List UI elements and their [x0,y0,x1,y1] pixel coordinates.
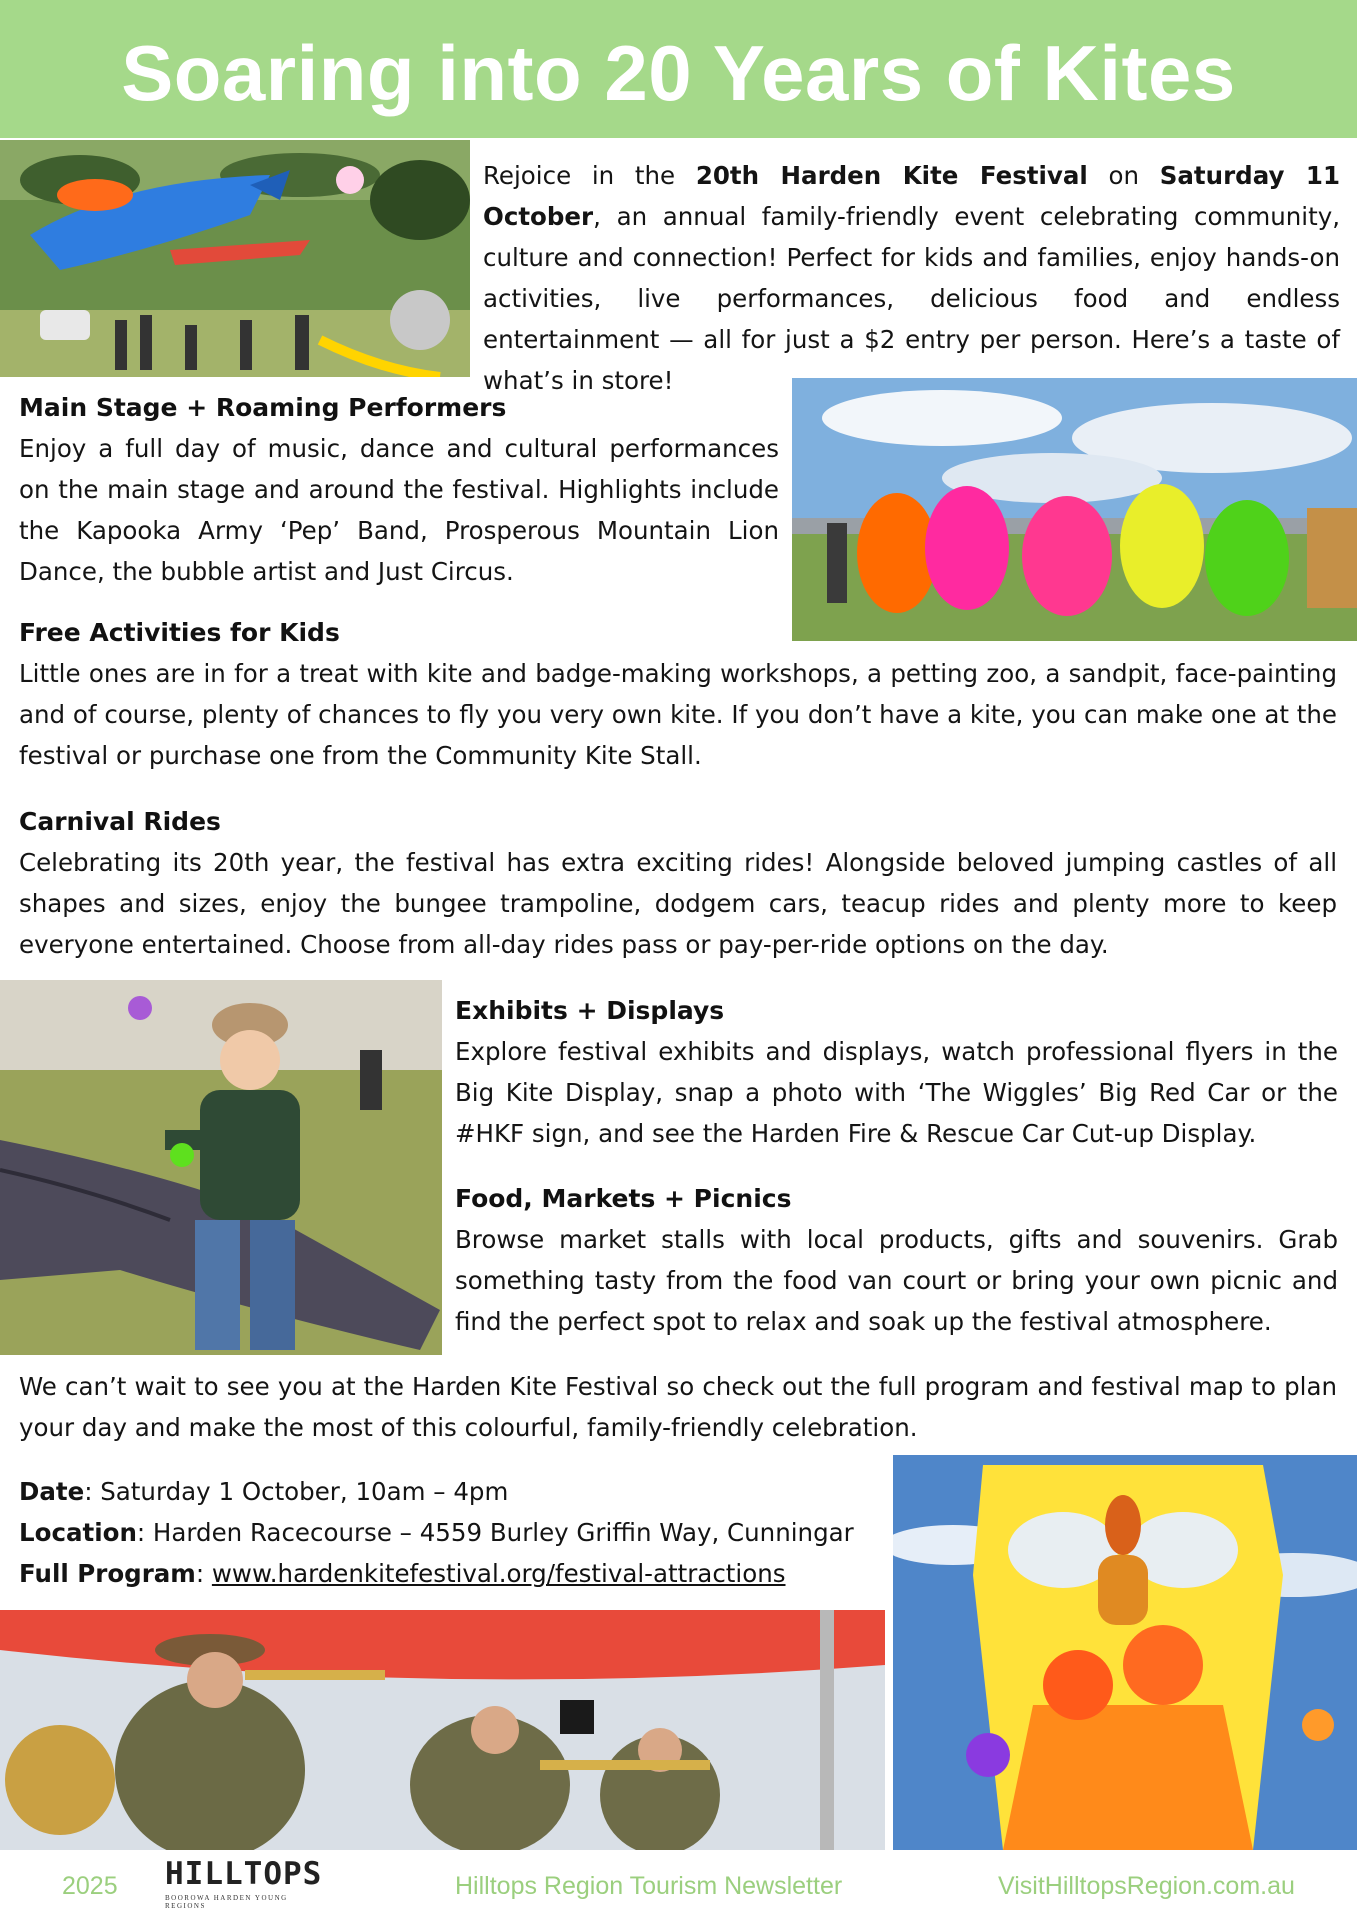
program-link[interactable]: www.hardenkitefestival.org/festival-attractions [211,1559,786,1588]
footer-year: 2025 [62,1872,118,1900]
carnival-rides-body: Celebrating its 20th year, the festival has extra exciting rides! Alongside beloved jumping castles of all shapes and sizes, enjoy the bungee trampoline, dodgem cars, teacup rides and plenty more to keep everyone entertained. Choose from all-day rides pass or pay-per-ride options on the day. [19,848,1337,959]
intro-text-1: Rejoice in the [483,161,696,190]
exhibits-heading: Exhibits + Displays [455,996,725,1025]
date-value: : Saturday 1 October, 10am – 4pm [84,1477,509,1506]
date-line [19,1471,889,1512]
child-kite-photo [0,980,442,1355]
footer-website[interactable]: VisitHilltopsRegion.com.au [998,1872,1295,1900]
main-stage-heading: Main Stage + Roaming Performers [19,393,507,422]
section-exhibits [455,990,1338,1154]
section-free-activities [19,612,1337,776]
intro-date: Saturday 11 October [483,161,1340,231]
bee-kite-photo [893,1455,1357,1850]
intro-text-3: , an annual family-friendly event celebrating community, culture and connection! Perfect for kids and families, enjoy hands-on activities, live performances, delicious food and endless entertainment — all for just a $2 entry per person. Here’s a taste of what’s in store! [483,202,1340,395]
intro-paragraph [483,155,1340,401]
intro-text-2: on [1087,161,1160,190]
closing-paragraph: We can’t wait to see you at the Harden Kite Festival so check out the full program and festival map to plan your day and make the most of this colourful, family-friendly celebration. [19,1372,1337,1442]
food-body: Browse market stalls with local products, gifts and souvenirs. Grab something tasty from the food van court or bring your own picnic and find the perfect spot to relax and soak up the festival atmosphere. [455,1225,1338,1336]
carnival-rides-heading: Carnival Rides [19,807,221,836]
location-label: Location [19,1518,137,1547]
program-label: Full Program [19,1559,196,1588]
hilltops-logo [165,1856,323,1912]
section-main-stage [19,387,779,592]
location-value: : Harden Racecourse – 4559 Burley Griffin Way, Cunningar [136,1518,854,1547]
logo-wordmark: HILLTOPS [165,1856,323,1892]
army-band-photo [0,1610,885,1850]
program-separator: : [195,1559,212,1588]
exhibits-body: Explore festival exhibits and displays, watch professional flyers in the Big Kite Display, snap a photo with ‘The Wiggles’ Big Red Car or the #HKF sign, and see the Harden Fire & Rescue Car Cut-up Display. [455,1037,1338,1148]
free-activities-body: Little ones are in for a treat with kite and badge-making workshops, a petting zoo, a sandpit, face-painting and of course, plenty of chances to fly you very own kite. If you don’t have a kite, you can make one at the festival or purchase one from the Community Kite Stall. [19,659,1337,770]
lion-dance-photo [792,378,1357,641]
free-activities-heading: Free Activities for Kids [19,618,340,647]
date-label: Date [19,1477,85,1506]
food-heading: Food, Markets + Picnics [455,1184,792,1213]
section-food [455,1178,1338,1342]
page-title: Soaring into 20 Years of Kites [121,29,1236,117]
event-details [19,1471,889,1594]
footer-newsletter-title: Hilltops Region Tourism Newsletter [455,1872,843,1900]
main-stage-body: Enjoy a full day of music, dance and cultural performances on the main stage and around the festival. Highlights include the Kapooka Army ‘Pep’ Band, Prosperous Mountain Lion Dance, the bubble artist and Just Circus. [19,434,779,586]
logo-subtitle: BOOROWA HARDEN YOUNG REGIONS [165,1894,288,1910]
location-line [19,1512,889,1553]
program-line [19,1553,889,1594]
section-carnival-rides [19,801,1337,965]
kites-photo [0,140,470,377]
header-banner [0,0,1357,138]
intro-festival-name: 20th Harden Kite Festival [695,161,1088,190]
